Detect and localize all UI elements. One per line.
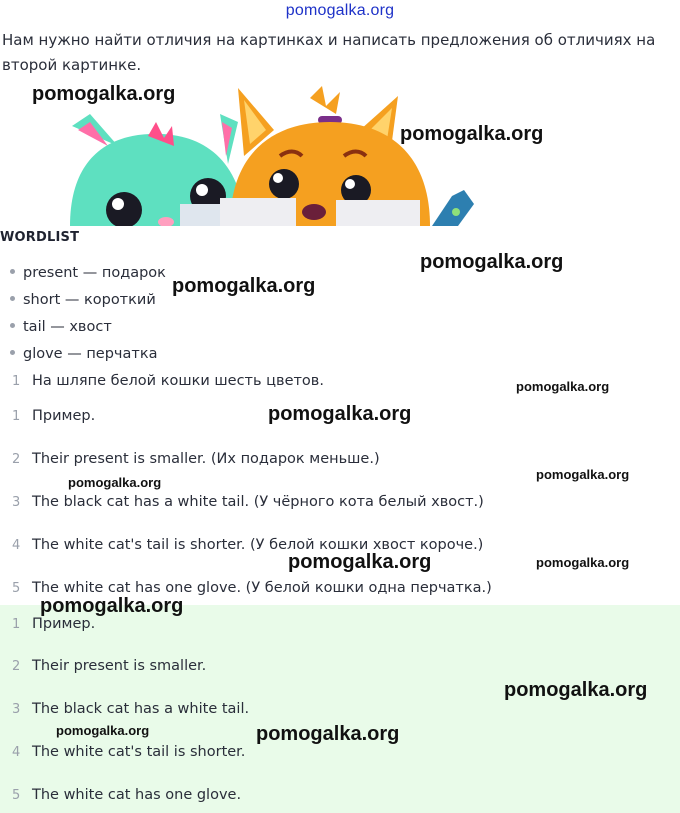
wordlist-item-text: short — короткий bbox=[23, 292, 156, 308]
line-number: 2 bbox=[12, 659, 21, 674]
watermark: pomogalka.org bbox=[68, 475, 162, 490]
mint-cat-icon bbox=[70, 114, 246, 226]
line-number: 3 bbox=[12, 495, 21, 510]
line-number: 5 bbox=[12, 581, 21, 596]
watermark: pomogalka.org bbox=[56, 723, 150, 738]
line-number: 1 bbox=[12, 617, 21, 632]
wordlist-item bbox=[10, 319, 112, 335]
fox-icon bbox=[220, 86, 430, 226]
numbered-line bbox=[0, 451, 380, 467]
numbered-line bbox=[0, 580, 492, 596]
line-text: The white cat's tail is shorter. (У белой кошки хвост короче.) bbox=[32, 537, 484, 553]
line-number: 1 bbox=[12, 409, 21, 424]
numbered-line bbox=[0, 494, 484, 510]
watermark: pomogalka.org bbox=[536, 467, 630, 482]
watermark: pomogalka.org bbox=[268, 403, 412, 425]
wordlist-item-text: tail — хвост bbox=[23, 319, 112, 335]
line-text: The white cat has one glove. bbox=[32, 787, 242, 803]
line-number: 4 bbox=[12, 745, 21, 760]
bullet-icon bbox=[10, 323, 15, 328]
watermark: pomogalka.org bbox=[32, 83, 176, 105]
watermark: pomogalka.org bbox=[400, 123, 544, 145]
line-text: На шляпе белой кошки шесть цветов. bbox=[32, 373, 324, 389]
watermark: pomogalka.org bbox=[40, 595, 184, 617]
wordlist-item bbox=[10, 346, 157, 362]
bullet-icon bbox=[10, 350, 15, 355]
bullet-icon bbox=[10, 269, 15, 274]
task-text: Нам нужно найти отличия на картинках и написать предложения об отличиях на второй картинке. bbox=[2, 31, 656, 74]
watermark: pomogalka.org bbox=[256, 723, 400, 745]
answer-line bbox=[0, 744, 245, 760]
answer-line bbox=[0, 616, 95, 632]
line-number: 4 bbox=[12, 538, 21, 553]
wordlist-item-text: glove — перчатка bbox=[23, 346, 158, 362]
line-text: Their present is smaller. bbox=[32, 658, 207, 674]
numbered-line bbox=[0, 408, 95, 424]
line-text: The black cat has a white tail. (У чёрного кота белый хвост.) bbox=[32, 494, 484, 510]
watermark: pomogalka.org bbox=[172, 275, 316, 297]
wordlist-item bbox=[10, 292, 156, 308]
line-text: Пример. bbox=[32, 616, 96, 632]
line-text: The white cat's tail is shorter. bbox=[32, 744, 246, 760]
watermark: pomogalka.org bbox=[536, 555, 630, 570]
wordlist-title: WORDLIST bbox=[0, 230, 80, 245]
answer-line bbox=[0, 658, 206, 674]
watermark: pomogalka.org bbox=[516, 379, 610, 394]
answer-line bbox=[0, 701, 249, 717]
line-text: Пример. bbox=[32, 408, 96, 424]
line-text: Their present is smaller. (Их подарок меньше.) bbox=[32, 451, 380, 467]
watermark: pomogalka.org bbox=[420, 251, 564, 273]
line-text: The white cat has one glove. (У белой кошки одна перчатка.) bbox=[32, 580, 492, 596]
cartoon-animals-illustration bbox=[60, 86, 490, 226]
line-number: 2 bbox=[12, 452, 21, 467]
line-number: 3 bbox=[12, 702, 21, 717]
line-text: The black cat has a white tail. bbox=[32, 701, 250, 717]
line-number: 5 bbox=[12, 788, 21, 803]
blue-hand-icon bbox=[432, 190, 474, 226]
watermark: pomogalka.org bbox=[288, 551, 432, 573]
wordlist-item bbox=[10, 265, 166, 281]
bullet-icon bbox=[10, 296, 15, 301]
wordlist-item-text: present — подарок bbox=[23, 265, 166, 281]
header-watermark: pomogalka.org bbox=[285, 2, 395, 19]
numbered-line bbox=[0, 373, 324, 389]
watermark: pomogalka.org bbox=[504, 679, 648, 701]
answer-line bbox=[0, 787, 241, 803]
line-number: 1 bbox=[12, 374, 21, 389]
